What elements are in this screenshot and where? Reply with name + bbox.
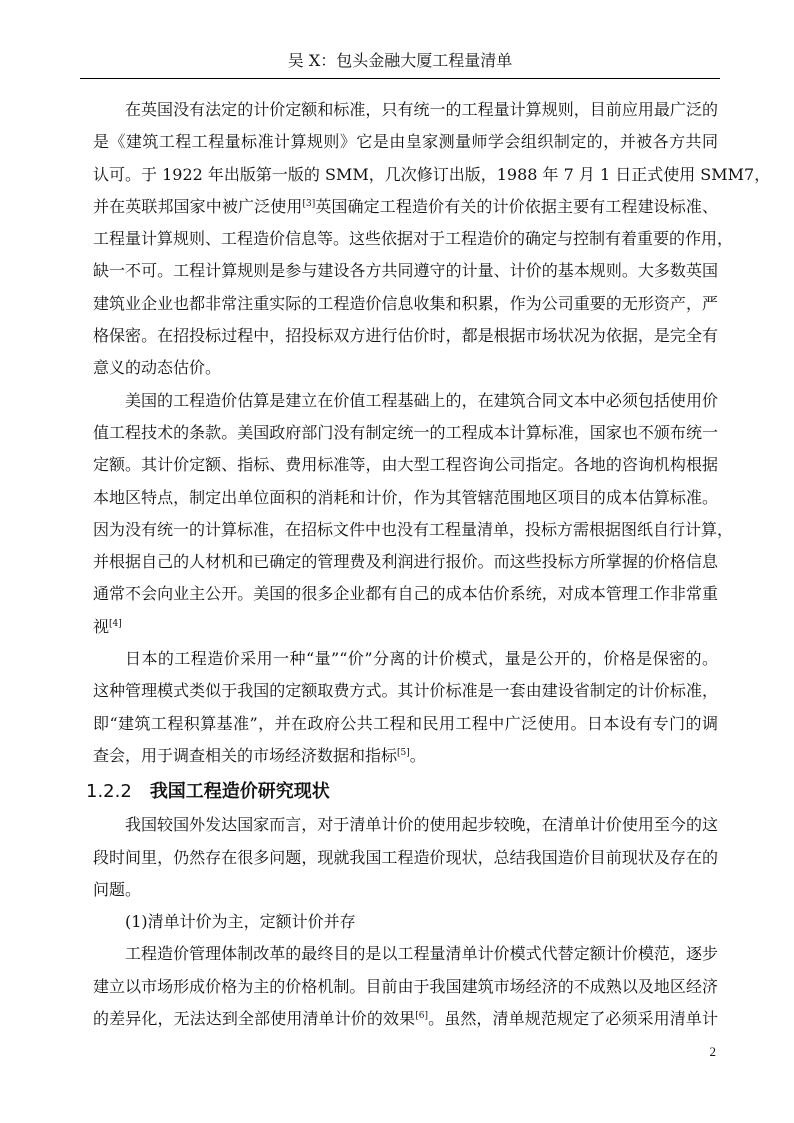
list-item-heading: (1)清单计价为主，定额计价并存	[125, 912, 356, 932]
citation: [3]	[302, 198, 316, 209]
body-content	[86, 94, 771, 1035]
text-line: 本地区特点，制定出单位面积的消耗和计价，作为其管辖范围地区项目的成本估算标准。	[93, 487, 718, 507]
text-segment: 。虽然，清单规范规定了必须采用清单计	[427, 1009, 718, 1029]
paragraph-reform	[93, 938, 718, 1035]
paragraph-us	[93, 385, 734, 643]
text-line: 在英国没有法定的计价定额和标准，只有统一的工程量计算规则，目前应用最广泛的	[125, 100, 718, 119]
text-segment: 视	[93, 616, 110, 636]
text-segment: 并在英联邦国家中被广泛使用	[93, 196, 303, 216]
text-line	[93, 191, 718, 223]
text-line: 日本的工程造价采用一种“量”“价”分离的计价模式，量是公开的，价格是保密的。	[125, 649, 718, 669]
text-line: 建筑业企业也都非常注重实际的工程造价信息收集和积累，作为公司重要的无形资产，严	[93, 293, 718, 313]
text-line: 即“建筑工程积算基准”，并在政府公共工程和民用工程中广泛使用。日本设有专门的调	[93, 713, 718, 733]
page-number: 2	[709, 1044, 716, 1059]
section-number: 1.2.2	[86, 781, 132, 803]
text-line: 问题。	[93, 879, 142, 899]
text-segment: 查会，用于调查相关的市场经济数据和指标	[93, 745, 398, 765]
citation: [4]	[109, 618, 122, 629]
text-line	[93, 740, 718, 772]
text-line: 认可。于 1922 年出版第一版的 SMM，几次修订出版，1988 年 7 月 1 日正式使用 SMM7，	[93, 164, 771, 184]
text-segment: 的差异化，无法达到全部使用清单计价的效果	[93, 1009, 416, 1029]
text-line	[93, 1003, 718, 1035]
text-line: 并根据自己的人材机和已确定的管理费及利润进行报价。而这些投标方所掌握的价格信息	[93, 552, 718, 572]
text-line: 值工程技术的条款。美国政府部门没有制定统一的工程成本计算标准，国家也不颁布统一	[93, 422, 718, 442]
paragraph-china	[93, 809, 718, 906]
text-line: 缺一不可。工程计算规则是参与建设各方共同遵守的计量、计价的基本规则。大多数英国	[93, 261, 718, 281]
text-line: 定额。其计价定额、指标、费用标准等，由大型工程咨询公司指定。各地的咨询机构根据	[93, 455, 718, 475]
text-line: 工程量计算规则、工程造价信息等。这些依据对于工程造价的确定与控制有着重要的作用，	[93, 229, 734, 249]
running-header: 吴 X：包头金融大厦工程量清单	[287, 51, 513, 70]
text-line	[93, 611, 718, 643]
text-line: 是《建筑工程工程量标准计算规则》它是由皇家测量师学会组织制定的，并被各方共同	[93, 132, 718, 152]
section-title: 我国工程造价研究现状	[149, 781, 330, 803]
text-line: 因为没有统一的计算标准，在招标文件中也没有工程量清单，投标方需根据图纸自行计算，	[93, 519, 734, 539]
text-line: 建立以市场形成价格为主的价格机制。目前由于我国建筑市场经济的不成熟以及地区经济	[93, 976, 718, 996]
text-line: 我国较国外发达国家而言，对于清单计价的使用起步较晚，在清单计价使用至今的这	[125, 815, 718, 835]
paragraph-uk	[93, 94, 771, 385]
citation: [6]	[415, 1011, 428, 1022]
text-segment: 。	[409, 745, 426, 765]
header-rule	[80, 78, 720, 79]
text-line: 格保密。在招投标过程中，招投标双方进行估价时，都是根据市场状况为依据，是完全有	[93, 326, 718, 346]
text-line: 工程造价管理体制改革的最终目的是以工程量清单计价模式代替定额计价模范，逐步	[125, 944, 718, 964]
citation: [5]	[397, 747, 410, 758]
text-line: 意义的动态估价。	[93, 358, 222, 378]
paragraph-japan	[93, 643, 718, 772]
text-segment: 英国确定工程造价有关的计价依据主要有工程建设标准、	[315, 196, 718, 216]
section-heading	[86, 775, 718, 809]
text-line: 这种管理模式类似于我国的定额取费方式。其计价标准是一套由建设省制定的计价标准，	[93, 681, 718, 701]
text-line: 通常不会向业主公开。美国的很多企业都有自己的成本估价系统，对成本管理工作非常重	[93, 584, 718, 604]
text-line: 段时间里，仍然存在很多问题，现就我国工程造价现状，总结我国造价目前现状及存在的	[93, 847, 718, 867]
text-line: 美国的工程造价估算是建立在价值工程基础上的，在建筑合同文本中必须包括使用价	[125, 390, 718, 410]
